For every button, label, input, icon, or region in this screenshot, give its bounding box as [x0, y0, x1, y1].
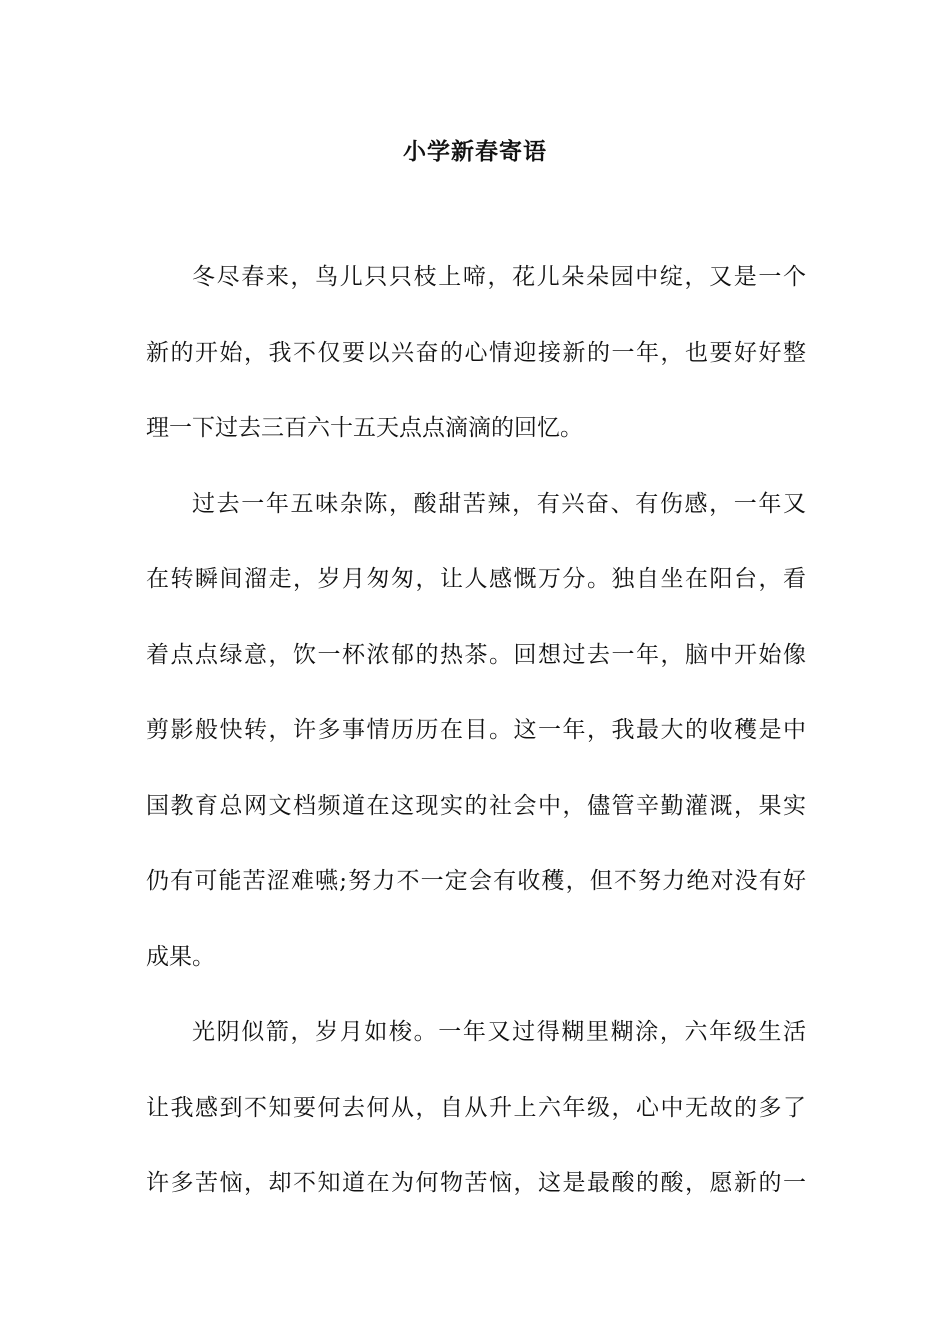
- paragraph-line: 理一下过去三百六十五天点点滴滴的回忆。: [146, 415, 583, 441]
- paragraph-line: 许多苦恼，却不知道在为何物苦恼，这是最酸的酸，愿新的一: [146, 1170, 806, 1196]
- paragraph-line: 光阴似箭，岁月如梭。一年又过得糊里糊涂，六年级生活: [192, 1019, 806, 1045]
- document-body: [146, 258, 806, 1240]
- paragraph-line: 国教育总网文档频道在这现实的社会中，儘管辛勤灌溉，果实: [146, 792, 806, 819]
- paragraph-line: 仍有可能苦涩难嚥;努力不一定会有收穫，但不努力绝对没有好: [146, 868, 806, 894]
- paragraph-line: 在转瞬间溜走，岁月匆匆，让人感慨万分。独自坐在阳台，看: [146, 566, 806, 592]
- paragraph-line: 冬尽春来，鸟儿只只枝上啼，花儿朵朵园中绽，又是一个: [192, 264, 806, 290]
- paragraph-line: 剪影般快转，许多事情历历在目。这一年，我最大的收穫是中: [146, 717, 806, 743]
- paragraph-line: 成果。: [146, 943, 215, 970]
- paragraph-line: 着点点绿意，饮一杯浓郁的热茶。回想过去一年，脑中开始像: [146, 641, 806, 668]
- paragraph-line: 让我感到不知要何去何从，自从升上六年级，心中无故的多了: [146, 1094, 806, 1121]
- paragraph-line: 新的开始，我不仅要以兴奋的心情迎接新的一年，也要好好整: [146, 339, 806, 366]
- document-title: 小学新春寄语: [403, 138, 547, 165]
- paragraph-line: 过去一年五味杂陈，酸甜苦辣，有兴奋、有伤感，一年又: [192, 490, 806, 517]
